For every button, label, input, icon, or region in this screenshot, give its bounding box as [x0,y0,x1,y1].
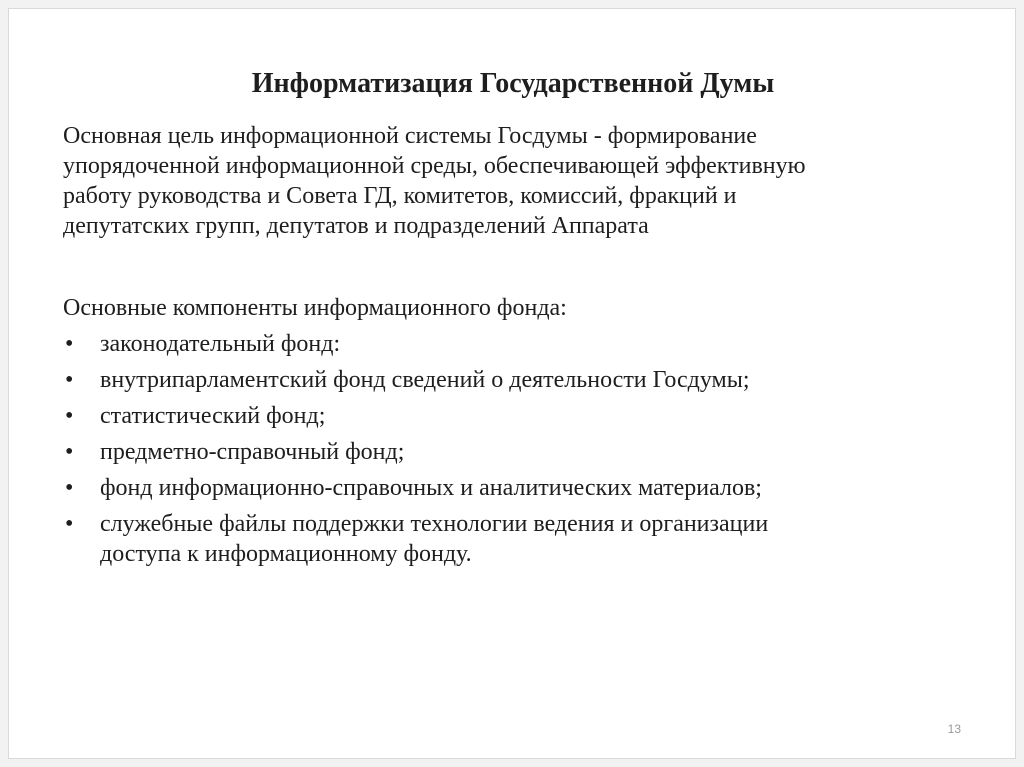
list-item-text [100,509,768,569]
components-section [63,293,963,575]
intro-line: Основная цель информационной системы Госдумы - формирование [63,123,757,149]
list-item [63,509,963,569]
list-item-text [100,437,404,467]
components-heading: Основные компоненты информационного фонда: [63,295,567,321]
page-number: 13 [947,722,961,736]
bullet-icon: • [65,439,74,465]
list-item-text [100,401,325,431]
list-item-line: внутрипарламентский фонд сведений о деятельности Госдумы; [100,367,750,393]
list-item-line: статистический фонд; [100,403,326,429]
intro-line: упорядоченной информационной среды, обеспечивающей эффективную [63,153,806,179]
bullet-icon: • [65,367,74,393]
slide-title: Информатизация Государственной Думы [251,68,775,99]
list-item-line: предметно-справочный фонд; [100,439,405,465]
list-item [63,437,963,467]
bullet-icon: • [65,475,74,501]
list-item-text [100,473,762,503]
bullet-icon: • [65,403,74,429]
list-item [63,365,963,395]
bullet-icon: • [65,331,74,357]
list-item-line: фонд информационно-справочных и аналитических материалов; [100,475,762,501]
list-item [63,329,963,359]
list-item [63,473,963,503]
list-item-line: доступа к информационному фонду. [100,541,472,567]
intro-paragraph [63,121,963,241]
intro-line: работу руководства и Совета ГД, комитетов, комиссий, фракций и [63,183,737,209]
list-item-text [100,329,340,359]
list-item [63,401,963,431]
bullet-icon: • [65,511,74,537]
slide [8,8,1016,759]
list-item-text [100,365,750,395]
list-item-line: законодательный фонд: [100,331,341,357]
list-item-line: служебные файлы поддержки технологии ведения и организации [100,511,769,537]
intro-line: депутатских групп, депутатов и подразделений Аппарата [63,213,649,239]
